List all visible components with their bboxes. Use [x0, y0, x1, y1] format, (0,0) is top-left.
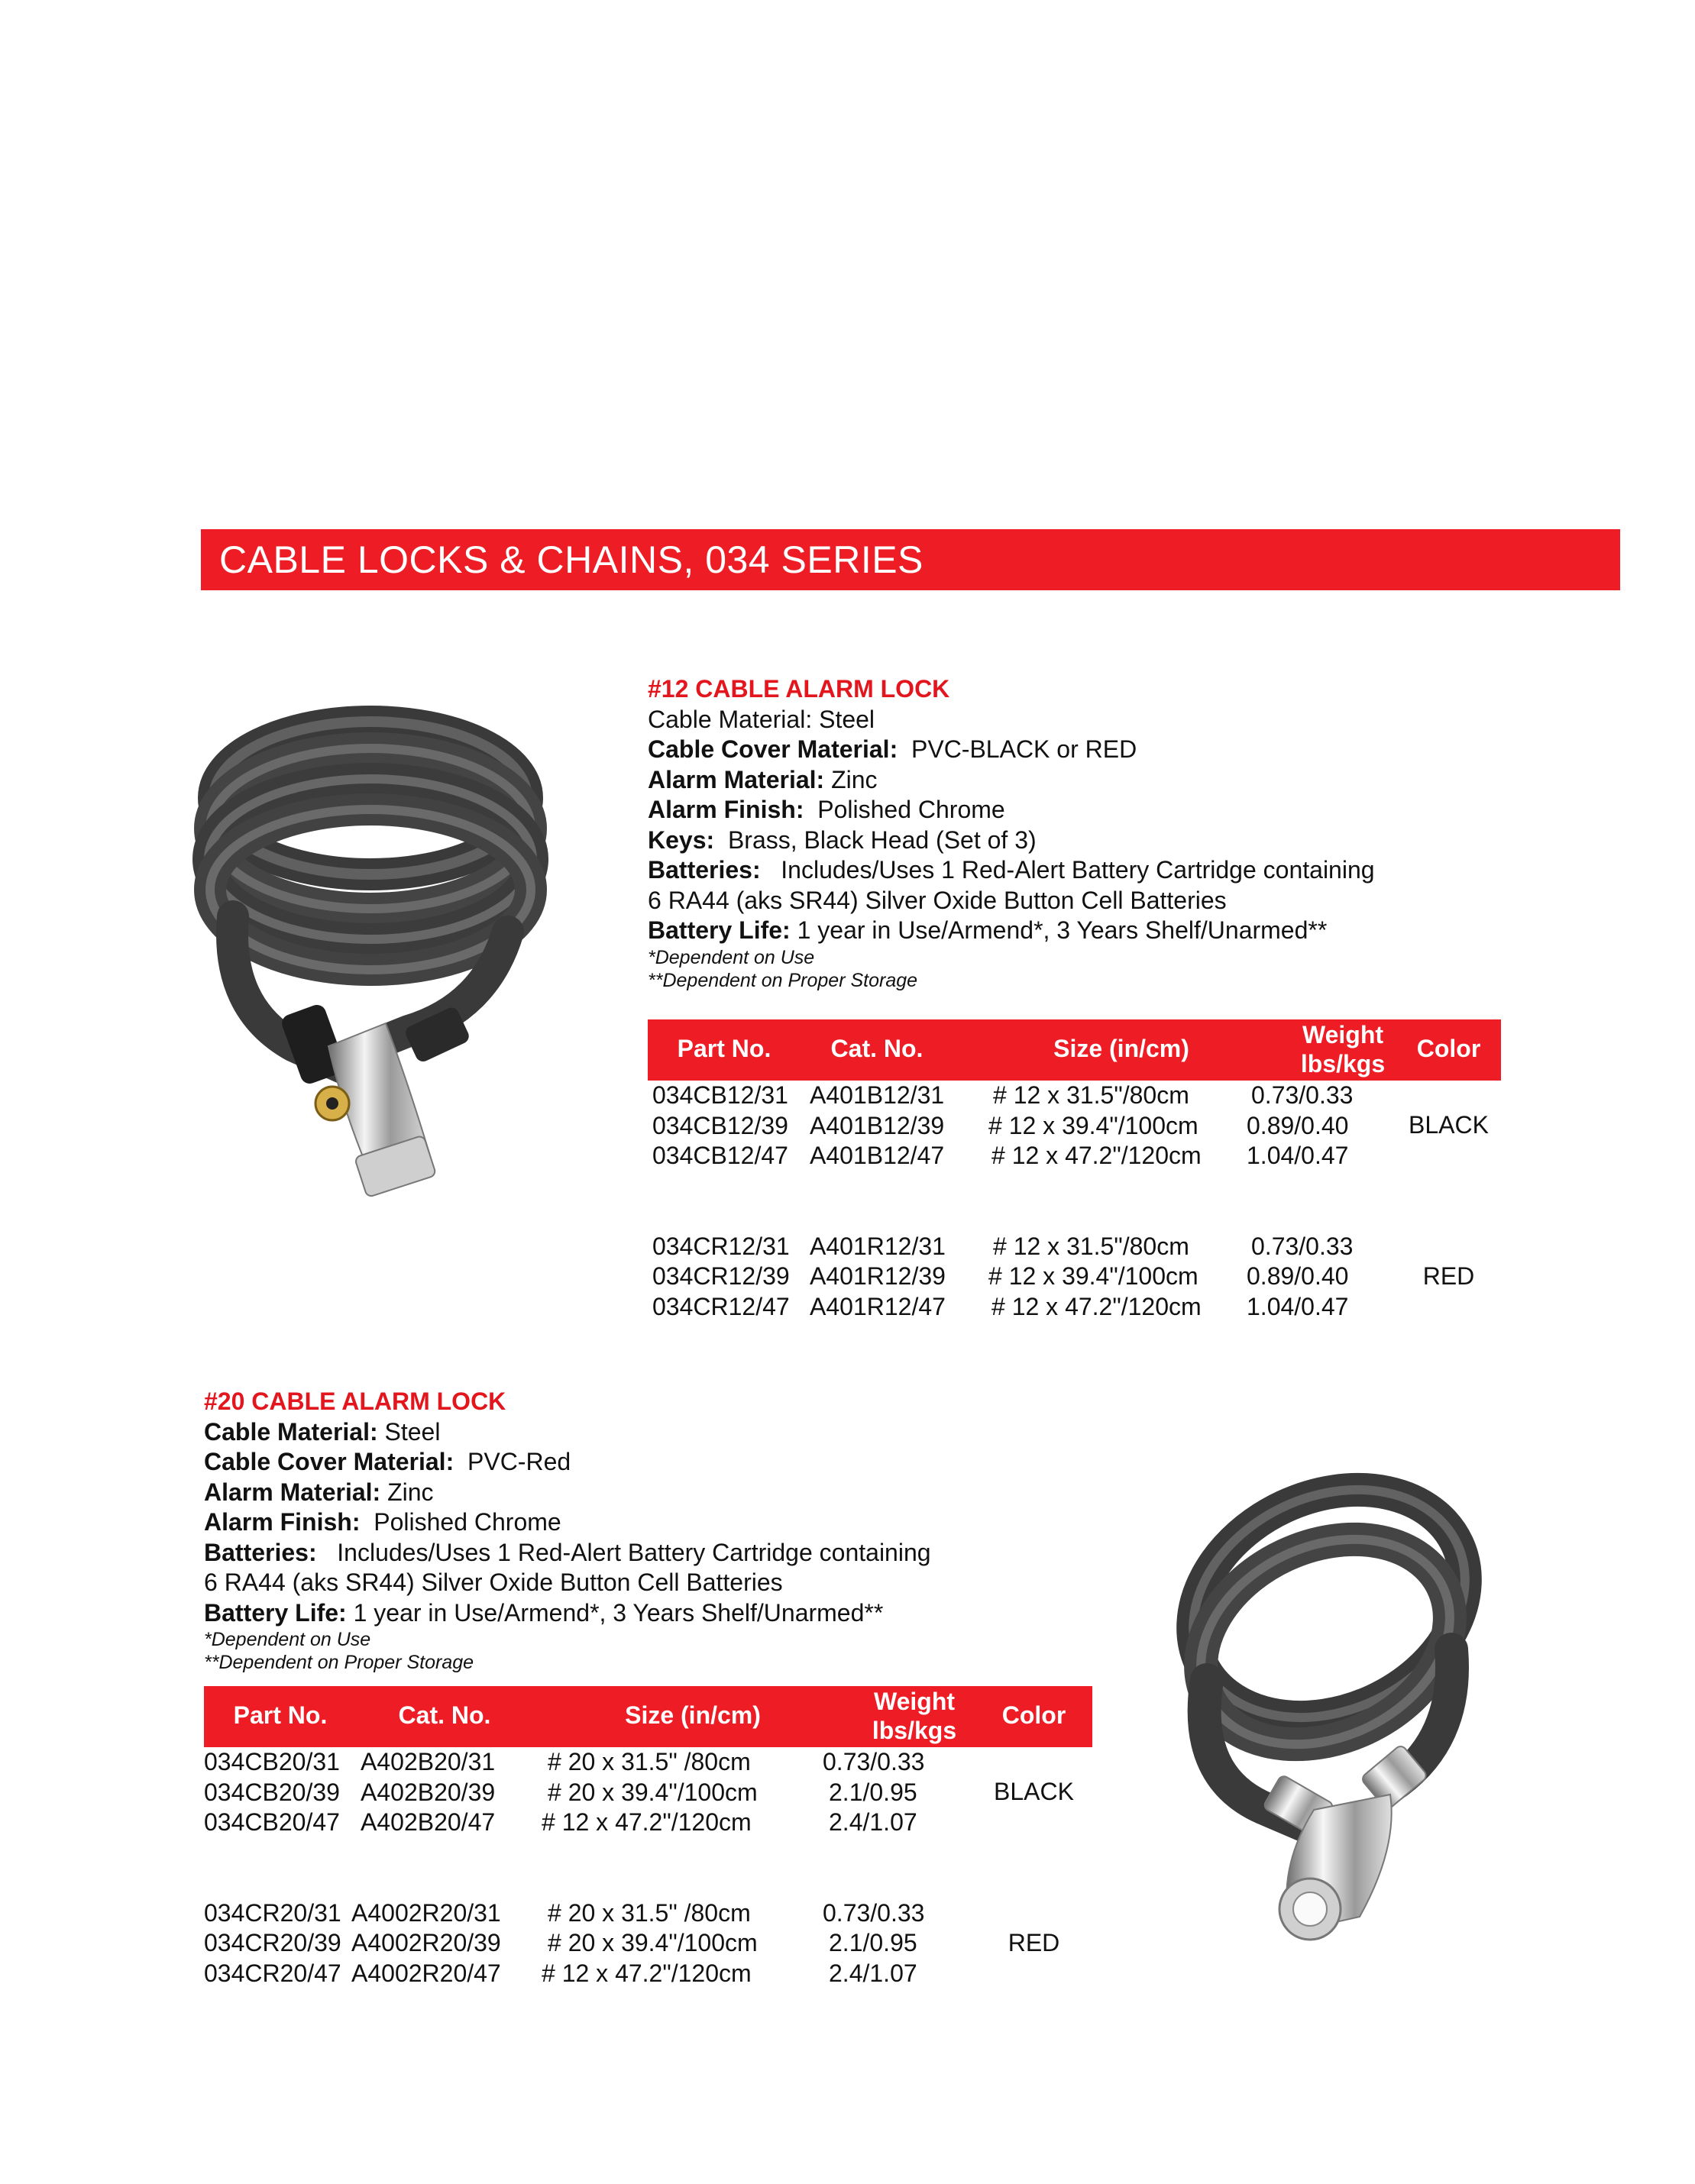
product-12-table [648, 1019, 1501, 1322]
spec-line: Battery Life: 1 year in Use/Armend*, 3 Years Shelf/Unarmed** [204, 1598, 884, 1627]
footnote: **Dependent on Proper Storage [204, 1652, 474, 1673]
product-20-specs [204, 1387, 931, 1674]
table-row: 034CR12/39 A401R12/39 # 12 x 39.4"/100cm 0.89/0.40 [652, 1262, 1349, 1290]
header-weight-line2: lbs/kgs [1300, 1050, 1386, 1077]
table-row: 034CR20/31 A4002R20/31 # 20 x 31.5" /80cm 0.73/0.33 [204, 1898, 925, 1927]
table-row: 034CR12/47 A401R12/47 # 12 x 47.2"/120cm 1.04/0.47 [652, 1292, 1349, 1320]
product-20-table [204, 1686, 1092, 1989]
table-row: 034CB20/31 A402B20/31 # 20 x 31.5" /80cm 0.73/0.33 [204, 1748, 925, 1775]
table-row: 034CB12/39 A401B12/39 # 12 x 39.4"/100cm 0.89/0.40 [652, 1111, 1349, 1139]
section-title: CABLE LOCKS & CHAINS, 034 SERIES [219, 538, 924, 581]
table-group-red [204, 1898, 1092, 1989]
cable-lock-12-photo [180, 687, 577, 1237]
product-title: #12 CABLE ALARM LOCK [648, 675, 950, 703]
color-red: RED [1422, 1262, 1475, 1290]
table-row: 034CB20/47 A402B20/47 # 12 x 47.2"/120cm 2.4/1.07 [204, 1808, 917, 1836]
product-title: #20 CABLE ALARM LOCK [204, 1388, 506, 1415]
footnote: *Dependent on Use [648, 946, 815, 968]
header-weight-line2: lbs/kgs [872, 1717, 957, 1744]
header-size: Size (in/cm) [625, 1701, 761, 1729]
table-group-black [648, 1081, 1501, 1171]
section-banner [201, 529, 1620, 590]
spec-line: Cable Material: Steel [204, 1417, 441, 1446]
spec-line: Batteries: Includes/Uses 1 Red-Alert Battery Cartridge containing [648, 856, 1375, 884]
table-row: 034CB12/31 A401B12/31 # 12 x 31.5"/80cm 0.73/0.33 [652, 1081, 1354, 1109]
color-black: BLACK [994, 1778, 1074, 1805]
header-color: Color [1001, 1701, 1066, 1729]
header-size: Size (in/cm) [1053, 1035, 1189, 1062]
spec-line: Battery Life: 1 year in Use/Armend*, 3 Years Shelf/Unarmed** [648, 916, 1328, 944]
header-weight-line1: Weight [873, 1688, 956, 1715]
color-black: BLACK [1409, 1111, 1489, 1139]
spec-line: Cable Cover Material: PVC-Red [204, 1448, 571, 1475]
spec-line: 6 RA44 (aks SR44) Silver Oxide Button Cell Batteries [204, 1569, 783, 1596]
table-header [204, 1686, 1092, 1747]
header-part-no: Part No. [677, 1035, 771, 1062]
table-row: 034CB20/39 A402B20/39 # 20 x 39.4"/100cm 2.1/0.95 [204, 1778, 917, 1806]
table-header [648, 1019, 1501, 1081]
header-part-no: Part No. [233, 1701, 328, 1729]
table-row: 034CR20/39 A4002R20/39 # 20 x 39.4"/100cm 2.1/0.95 [204, 1929, 917, 1956]
header-color: Color [1416, 1035, 1481, 1062]
spec-line: Keys: Brass, Black Head (Set of 3) [648, 825, 1037, 854]
spec-line: Alarm Material: Zinc [648, 765, 878, 793]
product-12-specs [648, 674, 1375, 992]
header-weight-line1: Weight [1302, 1021, 1384, 1048]
spec-line: 6 RA44 (aks SR44) Silver Oxide Button Cell Batteries [648, 886, 1227, 914]
footnote: **Dependent on Proper Storage [648, 969, 918, 991]
spec-line: Alarm Finish: Polished Chrome [204, 1508, 561, 1536]
header-cat-no: Cat. No. [398, 1701, 491, 1729]
footnote: *Dependent on Use [204, 1629, 371, 1650]
spec-line: Alarm Finish: Polished Chrome [648, 796, 1005, 823]
spec-line: Alarm Material: Zinc [204, 1478, 434, 1506]
table-row: 034CR12/31 A401R12/31 # 12 x 31.5"/80cm 0.73/0.33 [652, 1232, 1354, 1260]
spec-line: Cable Cover Material: PVC-BLACK or RED [648, 735, 1137, 763]
cable-lock-20-photo [1138, 1451, 1535, 2001]
table-group-red [648, 1232, 1501, 1323]
header-cat-no: Cat. No. [830, 1035, 924, 1062]
spec-line: Cable Material: Steel [648, 705, 875, 733]
table-row: 034CR20/47 A4002R20/47 # 12 x 47.2"/120cm 2.4/1.07 [204, 1959, 917, 1987]
color-red: RED [1008, 1928, 1060, 1956]
table-row: 034CB12/47 A401B12/47 # 12 x 47.2"/120cm 1.04/0.47 [652, 1142, 1349, 1169]
spec-line: Batteries: Includes/Uses 1 Red-Alert Battery Cartridge containing [204, 1538, 931, 1566]
table-group-black [204, 1747, 1092, 1838]
